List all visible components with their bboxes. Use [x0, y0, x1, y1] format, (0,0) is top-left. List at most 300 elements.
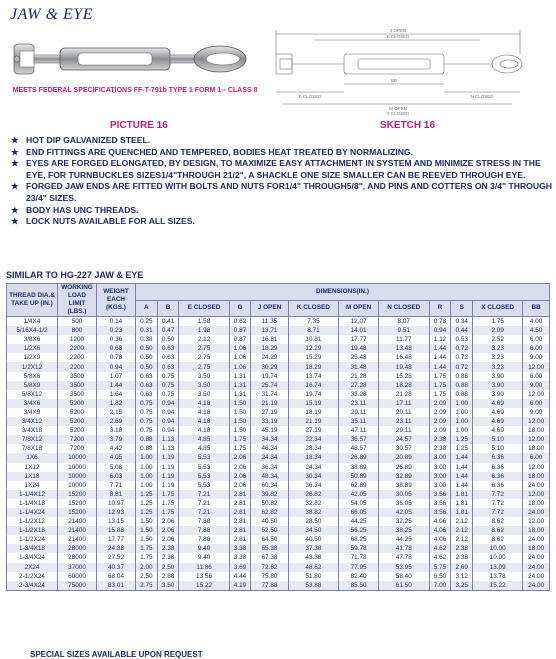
table-cell: 33.19: [251, 417, 288, 426]
table-cell: 8.62: [473, 526, 523, 535]
table-cell: 5200: [58, 426, 97, 435]
table-cell: 12.29: [288, 344, 339, 353]
table-cell: 13.56: [179, 572, 229, 581]
table-cell: 1.00: [136, 463, 158, 472]
table-cell: 2.00: [136, 563, 158, 572]
table-cell: 4.44: [229, 572, 251, 581]
table-cell: 3.90: [473, 372, 523, 381]
table-cell: 60000: [58, 572, 97, 581]
table-cell: 0.47: [157, 326, 179, 335]
table-cell: 5.75: [429, 563, 451, 572]
table-cell: 0.75: [157, 372, 179, 381]
table-cell: 16.48: [378, 353, 429, 362]
table-cell: 7.88: [179, 535, 229, 544]
table-cell: 0.68: [97, 344, 136, 353]
table-row: [7, 472, 550, 481]
table-cell: 2.09: [429, 417, 451, 426]
table-cell: 67.38: [251, 553, 288, 562]
table-cell: 1.82: [97, 399, 136, 408]
table-cell: 12.00: [523, 517, 550, 526]
table-cell: 30.34: [288, 472, 339, 481]
table-cell: 45.19: [251, 426, 288, 435]
table-cell: 1.44: [451, 453, 473, 462]
table-row: [7, 372, 550, 381]
table-cell: 8.07: [378, 317, 429, 327]
table-cell: 18.29: [288, 362, 339, 371]
star-icon: ★: [11, 204, 19, 215]
table-row: [7, 417, 550, 426]
table-cell: 10.97: [97, 499, 136, 508]
table-cell: 1.75: [157, 508, 179, 517]
table-cell: 59.78: [339, 544, 379, 553]
table-cell: 0.94: [429, 326, 451, 335]
table-row: [7, 381, 550, 390]
table-cell: 0.14: [97, 317, 136, 327]
table-cell: 66.05: [339, 508, 379, 517]
table-cell: 3/4X9: [7, 408, 58, 417]
table-cell: 5.53: [179, 453, 229, 462]
table-cell: 1.75: [136, 553, 158, 562]
table-cell: 24.00: [523, 508, 550, 517]
table-cell: 35.11: [339, 417, 379, 426]
table-row: [7, 317, 550, 327]
dim-header: J OPEN: [251, 300, 288, 317]
feature-item: ★ LOCK NUTS AVAILABLE FOR ALL SIZES.: [11, 216, 195, 227]
table-cell: 1.75: [429, 372, 451, 381]
table-cell: 2.15: [97, 408, 136, 417]
table-cell: 1-3/4X24: [7, 553, 58, 562]
table-cell: 2.38: [157, 544, 179, 553]
table-cell: 1.75: [229, 444, 251, 453]
table-cell: 1.00: [451, 399, 473, 408]
table-cell: 1.50: [229, 408, 251, 417]
table-cell: 13.71: [251, 326, 288, 335]
table-cell: 0.34: [451, 317, 473, 327]
table-cell: 10.00: [473, 544, 523, 553]
table-cell: 36.34: [288, 481, 339, 490]
table-cell: 2.38: [451, 553, 473, 562]
table-cell: 50.82: [251, 499, 288, 508]
table-cell: 0.41: [157, 317, 179, 327]
table-cell: 1.50: [136, 535, 158, 544]
dim-header: G: [229, 300, 251, 317]
table-cell: 24.34: [251, 453, 288, 462]
table-cell: 6.36: [473, 481, 523, 490]
table-cell: 1.31: [229, 372, 251, 381]
table-cell: 1.00: [136, 453, 158, 462]
table-cell: 1.58: [179, 317, 229, 327]
table-cell: 4.69: [473, 399, 523, 408]
table-cell: 54.05: [339, 499, 379, 508]
table-cell: 3.23: [473, 344, 523, 353]
table-cell: 6.00: [523, 372, 550, 381]
table-cell: 19.48: [378, 362, 429, 371]
dimensions-table: [6, 283, 550, 591]
table-cell: 4.85: [179, 435, 229, 444]
table-cell: 24.00: [523, 572, 550, 581]
table-cell: 12.00: [523, 417, 550, 426]
table-cell: 12.00: [523, 490, 550, 499]
table-cell: 2.81: [229, 526, 251, 535]
table-cell: 1.13: [157, 435, 179, 444]
table-cell: 23.11: [378, 417, 429, 426]
table-cell: 4.06: [429, 517, 451, 526]
table-cell: 2.81: [229, 535, 251, 544]
dim-header: E CLOSED: [179, 300, 229, 317]
table-cell: 46.34: [251, 444, 288, 453]
table-cell: 10.81: [288, 335, 339, 344]
table-cell: 13.78: [473, 572, 523, 581]
table-cell: 9.00: [523, 353, 550, 362]
table-cell: 2.81: [229, 490, 251, 499]
table-cell: 24.38: [97, 544, 136, 553]
feature-item: ★ FORGED JAW ENDS ARE FITTED WITH BOLTS AND NUTS FOR1/4" THROUGH5/8", AND PINS AND COTTERS ON 3/4" THROUGH 23/4" SIZES.: [11, 181, 552, 203]
feature-item: ★ END FITTINGS ARE QUENCHED AND TEMPERED, BODIES HEAT TREATED BY NORMALIZING.: [11, 146, 414, 157]
table-cell: 31.48: [339, 362, 379, 371]
table-row: [7, 544, 550, 553]
table-cell: 58.40: [378, 572, 429, 581]
table-cell: 1.44: [451, 481, 473, 490]
table-cell: 2X24: [7, 563, 58, 572]
star-icon: ★: [11, 158, 19, 169]
table-cell: 2200: [58, 344, 97, 353]
table-cell: 3.90: [473, 390, 523, 399]
table-cell: 48.57: [339, 444, 379, 453]
table-cell: 5200: [58, 408, 97, 417]
table-cell: 12.00: [523, 390, 550, 399]
table-cell: 26.89: [339, 453, 379, 462]
table-cell: 2.88: [157, 572, 179, 581]
table-cell: 9.00: [523, 381, 550, 390]
table-cell: 47.78: [378, 553, 429, 562]
table-cell: 18.34: [288, 453, 339, 462]
table-cell: 0.88: [451, 372, 473, 381]
table-cell: 36.34: [251, 463, 288, 472]
table-cell: 40.37: [97, 563, 136, 572]
table-cell: 0.72: [451, 353, 473, 362]
table-cell: 15200: [58, 499, 97, 508]
table-cell: 1-3/4X18: [7, 544, 58, 553]
table-cell: 1.31: [229, 381, 251, 390]
table-cell: 10000: [58, 463, 97, 472]
table-cell: 4.62: [429, 544, 451, 553]
table-cell: 15200: [58, 490, 97, 499]
table-cell: 6.00: [523, 335, 550, 344]
table-cell: 1.75: [136, 544, 158, 553]
table-cell: 2.09: [429, 426, 451, 435]
table-cell: 0.63: [136, 390, 158, 399]
table-cell: 12.00: [523, 362, 550, 371]
table-cell: 0.72: [451, 362, 473, 371]
table-cell: 3.00: [429, 453, 451, 462]
table-cell: 0.63: [136, 372, 158, 381]
table-cell: 1.19: [157, 481, 179, 490]
table-cell: 2.69: [451, 563, 473, 572]
sketch-label-x: X CLOSED: [386, 111, 410, 116]
table-cell: 2.06: [229, 481, 251, 490]
table-cell: 24.00: [523, 481, 550, 490]
table-cell: 55.38: [251, 544, 288, 553]
table-cell: 3.25: [451, 581, 473, 591]
table-row: [7, 335, 550, 344]
table-cell: 3/4X6: [7, 399, 58, 408]
table-cell: 1-1/4X24: [7, 508, 58, 517]
table-cell: 1.25: [136, 490, 158, 499]
table-cell: 32.89: [378, 472, 429, 481]
table-cell: 8.62: [473, 535, 523, 544]
table-cell: 1.50: [229, 399, 251, 408]
table-cell: 4.18: [179, 408, 229, 417]
table-cell: 53.88: [288, 581, 339, 591]
table-cell: 1X24: [7, 481, 58, 490]
table-cell: 15.22: [179, 581, 229, 591]
table-row: [7, 499, 550, 508]
table-cell: 3/4X18: [7, 426, 58, 435]
table-cell: 5200: [58, 417, 97, 426]
table-cell: 5.53: [179, 472, 229, 481]
table-cell: 18.00: [523, 472, 550, 481]
table-cell: 6.03: [97, 472, 136, 481]
table-cell: 1.12: [429, 335, 451, 344]
table-cell: 3500: [58, 372, 97, 381]
table-cell: 1.44: [429, 344, 451, 353]
table-row: [7, 581, 550, 591]
table-cell: 34.34: [251, 435, 288, 444]
table-cell: 0.38: [136, 335, 158, 344]
table-cell: 1-1/2X18: [7, 526, 58, 535]
table-cell: 2.12: [451, 526, 473, 535]
table-cell: 5/8X12: [7, 390, 58, 399]
table-cell: 7.35: [288, 317, 339, 327]
table-cell: 1.00: [451, 417, 473, 426]
table-cell: 72.62: [251, 563, 288, 572]
table-cell: 1.75: [229, 435, 251, 444]
table-cell: 21.19: [251, 399, 288, 408]
table-cell: 25.74: [251, 381, 288, 390]
table-cell: 1X12: [7, 463, 58, 472]
table-cell: 2.12: [179, 335, 229, 344]
table-cell: 1/2X12: [7, 362, 58, 371]
table-cell: 2.06: [229, 453, 251, 462]
table-cell: 0.87: [229, 326, 251, 335]
table-cell: 7.72: [473, 499, 523, 508]
table-cell: 37000: [58, 563, 97, 572]
table-cell: 15.19: [288, 399, 339, 408]
table-cell: 18.00: [523, 526, 550, 535]
dim-header: M OPEN: [339, 300, 379, 317]
table-cell: 77.88: [251, 581, 288, 591]
dim-header: S: [451, 300, 473, 317]
table-cell: 2.75: [179, 362, 229, 371]
table-cell: 53.95: [378, 563, 429, 572]
dim-header: X CLOSED: [473, 300, 523, 317]
sketch-label-k: K CLOSED: [386, 34, 410, 39]
table-cell: 77.95: [339, 563, 379, 572]
table-cell: 2.06: [157, 535, 179, 544]
table-cell: 7200: [58, 444, 97, 453]
table-cell: 24.34: [288, 463, 339, 472]
table-cell: 0.94: [157, 417, 179, 426]
table-cell: 5200: [58, 399, 97, 408]
table-cell: 40.50: [251, 517, 288, 526]
dim-header: BB: [523, 300, 550, 317]
sketch-label-bb: BB: [390, 78, 398, 83]
table-cell: 2-1/2X24: [7, 572, 58, 581]
table-cell: 7.21: [179, 508, 229, 517]
table-cell: 7.88: [179, 517, 229, 526]
table-cell: 6.00: [523, 344, 550, 353]
table-cell: 7/8X18: [7, 444, 58, 453]
table-cell: 50.89: [339, 472, 379, 481]
table-cell: 6.50: [429, 572, 451, 581]
table-cell: 37.38: [288, 544, 339, 553]
table-cell: 3.56: [429, 499, 451, 508]
table-cell: 28.34: [288, 444, 339, 453]
table-cell: 1.81: [451, 508, 473, 517]
table-row: [7, 435, 550, 444]
table-cell: 2.09: [429, 399, 451, 408]
table-cell: 4.18: [179, 417, 229, 426]
table-cell: 3.00: [429, 481, 451, 490]
table-cell: 24.57: [378, 435, 429, 444]
table-cell: 19.48: [339, 344, 379, 353]
table-cell: 3.56: [429, 508, 451, 517]
table-cell: 44.25: [378, 535, 429, 544]
table-row: [7, 463, 550, 472]
table-cell: 0.23: [97, 326, 136, 335]
page-title: JAW & EYE: [10, 6, 93, 23]
table-cell: 40.50: [288, 535, 339, 544]
table-row: [7, 508, 550, 517]
table-cell: 8.81: [97, 490, 136, 499]
table-cell: 2-3/4X24: [7, 581, 58, 591]
feature-item: ★ HOT DIP GALVANIZED STEEL.: [11, 135, 151, 145]
table-row: [7, 353, 550, 362]
table-cell: 12.00: [523, 435, 550, 444]
table-cell: 7.71: [97, 481, 136, 490]
table-cell: 1/2X6: [7, 344, 58, 353]
table-cell: 28000: [58, 544, 97, 553]
table-cell: 1.06: [229, 344, 251, 353]
col-thread-header: THREAD DIA.& TAKE UP (IN.): [7, 284, 58, 317]
table-cell: 3.50: [179, 372, 229, 381]
table-cell: 18.28: [378, 381, 429, 390]
table-row: [7, 390, 550, 399]
table-cell: 21.28: [339, 372, 379, 381]
table-cell: 2.81: [229, 499, 251, 508]
table-cell: 2.06: [229, 463, 251, 472]
table-cell: 3.69: [229, 563, 251, 572]
table-cell: 6.00: [523, 399, 550, 408]
feature-item: ★ BODY HAS UNC THREADS.: [11, 204, 139, 215]
table-cell: 43.38: [288, 553, 339, 562]
table-cell: 2.06: [157, 517, 179, 526]
table-cell: 4.18: [179, 426, 229, 435]
table-cell: 1.44: [97, 381, 136, 390]
table-cell: 10000: [58, 453, 97, 462]
table-cell: 4.00: [523, 317, 550, 327]
table-cell: 41.78: [378, 544, 429, 553]
table-cell: 1.75: [429, 390, 451, 399]
table-cell: 68.04: [97, 572, 136, 581]
table-cell: 1.31: [229, 390, 251, 399]
table-cell: 2.38: [451, 544, 473, 553]
table-cell: 7/8X12: [7, 435, 58, 444]
table-cell: 1.50: [229, 417, 251, 426]
table-cell: 1.81: [451, 499, 473, 508]
table-cell: 1.00: [136, 472, 158, 481]
table-cell: 2.52: [473, 335, 523, 344]
table-cell: 1.00: [451, 408, 473, 417]
table-cell: 0.36: [97, 335, 136, 344]
table-cell: 0.63: [157, 353, 179, 362]
table-cell: 0.53: [451, 335, 473, 344]
star-icon: ★: [11, 216, 19, 227]
col-wll-header: WORKING LOAD LIMIT (LBS.): [58, 284, 97, 317]
table-cell: 18.00: [523, 426, 550, 435]
feature-list: [6, 135, 554, 228]
table-cell: 15.22: [473, 581, 523, 591]
table-cell: 60.34: [251, 481, 288, 490]
table-cell: 1.75: [429, 381, 451, 390]
table-cell: 30.57: [378, 444, 429, 453]
table-cell: 24.29: [251, 353, 288, 362]
table-cell: 56.25: [339, 526, 379, 535]
table-cell: 4.19: [229, 581, 251, 591]
table-cell: 2.75: [179, 353, 229, 362]
table-cell: 1X18: [7, 472, 58, 481]
table-cell: 27.19: [251, 408, 288, 417]
table-cell: 2.50: [136, 572, 158, 581]
table-cell: 9.40: [179, 544, 229, 553]
table-cell: 0.75: [136, 408, 158, 417]
table-cell: 21400: [58, 535, 97, 544]
table-cell: 62.89: [339, 481, 379, 490]
table-cell: 32.82: [288, 499, 339, 508]
table-cell: 1.75: [157, 499, 179, 508]
table-cell: 6.36: [473, 453, 523, 462]
table-cell: 0.50: [136, 362, 158, 371]
table-cell: 38.89: [339, 463, 379, 472]
table-cell: 42.05: [339, 490, 379, 499]
table-cell: 1.06: [229, 353, 251, 362]
table-cell: 15.88: [97, 526, 136, 535]
table-cell: 83.01: [97, 581, 136, 591]
table-cell: 3.50: [179, 381, 229, 390]
table-cell: 24.00: [523, 581, 550, 591]
table-cell: 0.75: [157, 390, 179, 399]
table-cell: 42.05: [378, 508, 429, 517]
table-cell: 1-1/2X12: [7, 517, 58, 526]
table-cell: 48.62: [288, 563, 339, 572]
table-cell: 3.00: [429, 472, 451, 481]
table-cell: 0.44: [451, 326, 473, 335]
table-cell: 13.48: [378, 344, 429, 353]
table-cell: 7.72: [473, 508, 523, 517]
table-cell: 3.38: [229, 544, 251, 553]
table-cell: 5/16X4-1/2: [7, 326, 58, 335]
table-cell: 15.29: [288, 353, 339, 362]
table-cell: 68.25: [339, 535, 379, 544]
table-cell: 0.87: [229, 335, 251, 344]
table-cell: 1.00: [451, 426, 473, 435]
table-cell: 5.53: [179, 463, 229, 472]
table-cell: 34.50: [288, 526, 339, 535]
table-cell: 0.75: [157, 381, 179, 390]
table-cell: 5.53: [179, 481, 229, 490]
table-cell: 18.00: [523, 499, 550, 508]
table-cell: 1/2X9: [7, 353, 58, 362]
